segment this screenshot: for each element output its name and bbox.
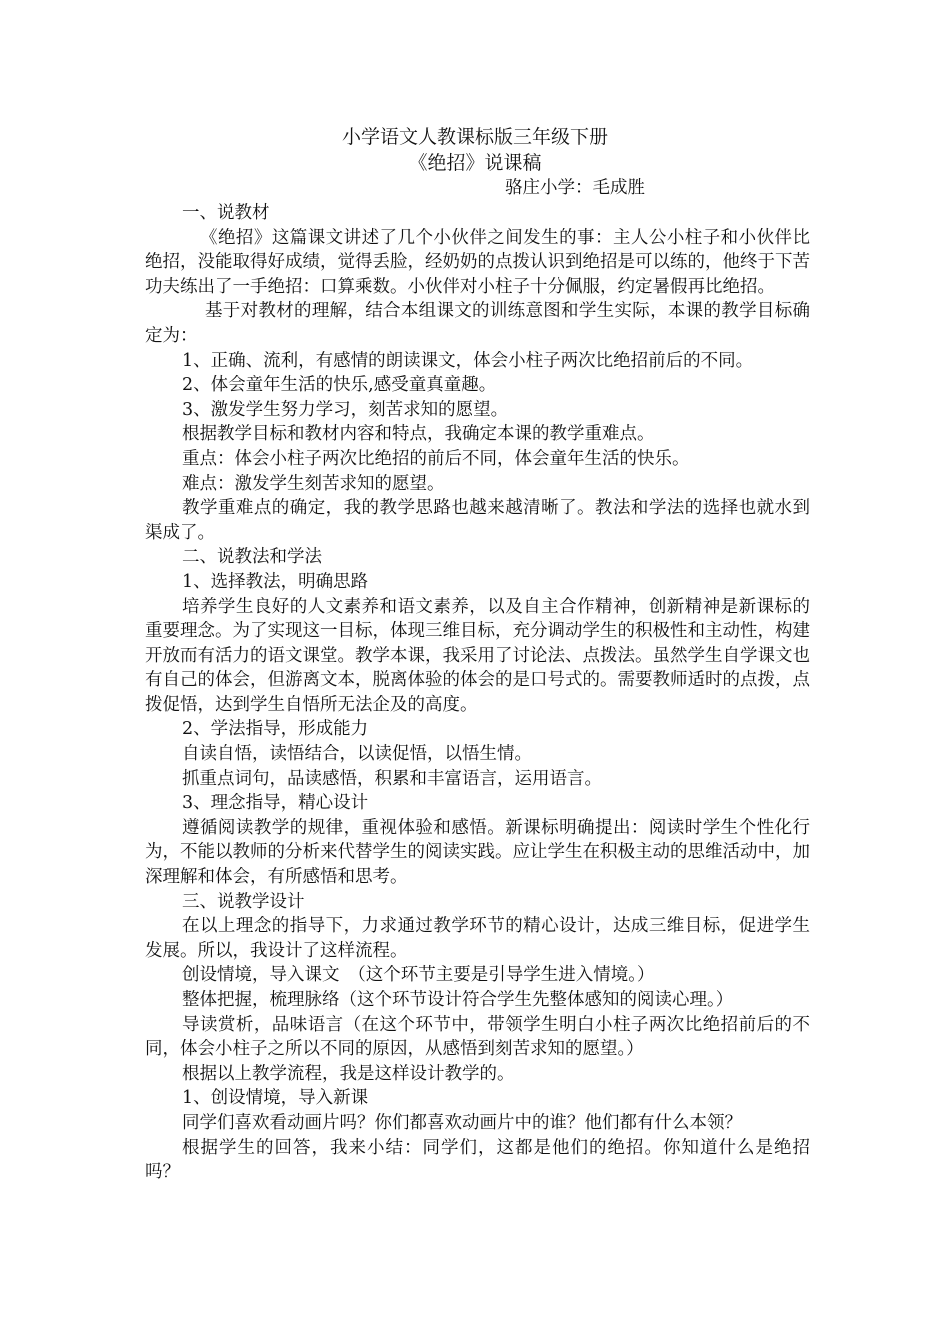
body-paragraph: 2、体会童年生活的快乐,感受童真童趣。 xyxy=(182,375,497,396)
body-paragraph: 整体把握，梳理脉络（这个环节设计符合学生先整体感知的阅读心理。） xyxy=(182,990,734,1010)
body-paragraph: 基于对教材的理解，结合本组课文的训练意图和学生实际，本课的教学目标确定为： xyxy=(145,301,810,346)
body-paragraph: 根据以上教学流程，我是这样设计教学的。 xyxy=(182,1063,515,1084)
body-paragraph: 1、正确、流利，有感情的朗读课文，体会小柱子两次比绝招前后的不同。 xyxy=(182,350,754,371)
section-heading: 二、说教法和学法 xyxy=(182,547,322,568)
body-paragraph: 教学重难点的确定，我的教学思路也越来越清晰了。教法和学法的选择也就水到渠成了。 xyxy=(145,498,810,543)
body-paragraph: 重点：体会小柱子两次比绝招的前后不同，体会童年生活的快乐。 xyxy=(182,448,690,469)
document-body xyxy=(145,201,810,1185)
body-paragraph: 根据学生的回答，我来小结：同学们，这都是他们的绝招。你知道什么是绝招吗？ xyxy=(145,1137,810,1183)
body-paragraph: 导读赏析，品味语言（在这个环节中，带领学生明白小柱子两次比绝招前后的不同，体会小柱子之所以不同的原因，从感悟到刻苦求知的愿望。） xyxy=(145,1014,810,1060)
document-title-line1: 小学语文人教课标版三年级下册 xyxy=(341,126,608,148)
body-paragraph: 在以上理念的指导下，力求通过教学环节的精心设计，达成三维目标，促进学生发展。所以，我设计了这样流程。 xyxy=(145,916,810,961)
body-paragraph: 1、选择教法，明确思路 xyxy=(182,571,369,592)
document-author: 骆庄小学：毛成胜 xyxy=(505,178,645,198)
body-paragraph: 3、激发学生努力学习，刻苦求知的愿望。 xyxy=(182,399,509,420)
body-paragraph: 自读自悟，读悟结合，以读促悟，以悟生情。 xyxy=(182,744,532,765)
body-paragraph: 根据教学目标和教材内容和特点，我确定本课的教学重难点。 xyxy=(182,424,655,445)
body-paragraph: 1、创设情境，导入新课 xyxy=(182,1088,369,1109)
body-paragraph: 创设情境，导入课文 （这个环节主要是引导学生进入情境。） xyxy=(182,965,655,986)
body-paragraph: 《绝招》这篇课文讲述了几个小伙伴之间发生的事：主人公小柱子和小伙伴比绝招，没能取得好成绩，觉得丢脸，经奶奶的点拨认识到绝招是可以练的，他终于下苦功夫练出了一手绝招：口算乘数。小伙伴对小柱子十分佩服，约定暑假再比绝招。 xyxy=(145,227,810,297)
body-paragraph: 培养学生良好的人文素养和语文素养，以及自主合作精神，创新精神是新课标的重要理念。为了实现这一目标，体现三维目标，充分调动学生的积极性和主动性，构建开放而有活力的语文课堂。教学本课，我采用了讨论法、点拨法。虽然学生自学课文也有自己的体会，但游离文本，脱离体验的体会的是口号式的。需要教师适时的点拨，点拨促悟，达到学生自悟所无法企及的高度。 xyxy=(145,596,810,715)
body-paragraph: 难点：激发学生刻苦求知的愿望。 xyxy=(182,473,445,494)
body-paragraph: 2、学法指导，形成能力 xyxy=(182,719,369,740)
section-heading: 三、说教学设计 xyxy=(182,891,305,912)
document-title-line2: 《绝招》说课稿 xyxy=(408,152,542,174)
body-paragraph: 遵循阅读教学的规律，重视体验和感悟。新课标明确提出：阅读时学生个性化行为，不能以教师的分析来代替学生的阅读实践。应让学生在积极主动的思维活动中，加深理解和体会，有所感悟和思考。 xyxy=(145,817,810,888)
body-paragraph: 抓重点词句，品读感悟，积累和丰富语言，运用语言。 xyxy=(182,768,602,789)
body-paragraph: 3、理念指导，精心设计 xyxy=(182,793,369,814)
section-heading: 一、说教材 xyxy=(182,203,270,223)
body-paragraph: 同学们喜欢看动画片吗？你们都喜欢动画片中的谁？他们都有什么本领？ xyxy=(182,1112,742,1133)
